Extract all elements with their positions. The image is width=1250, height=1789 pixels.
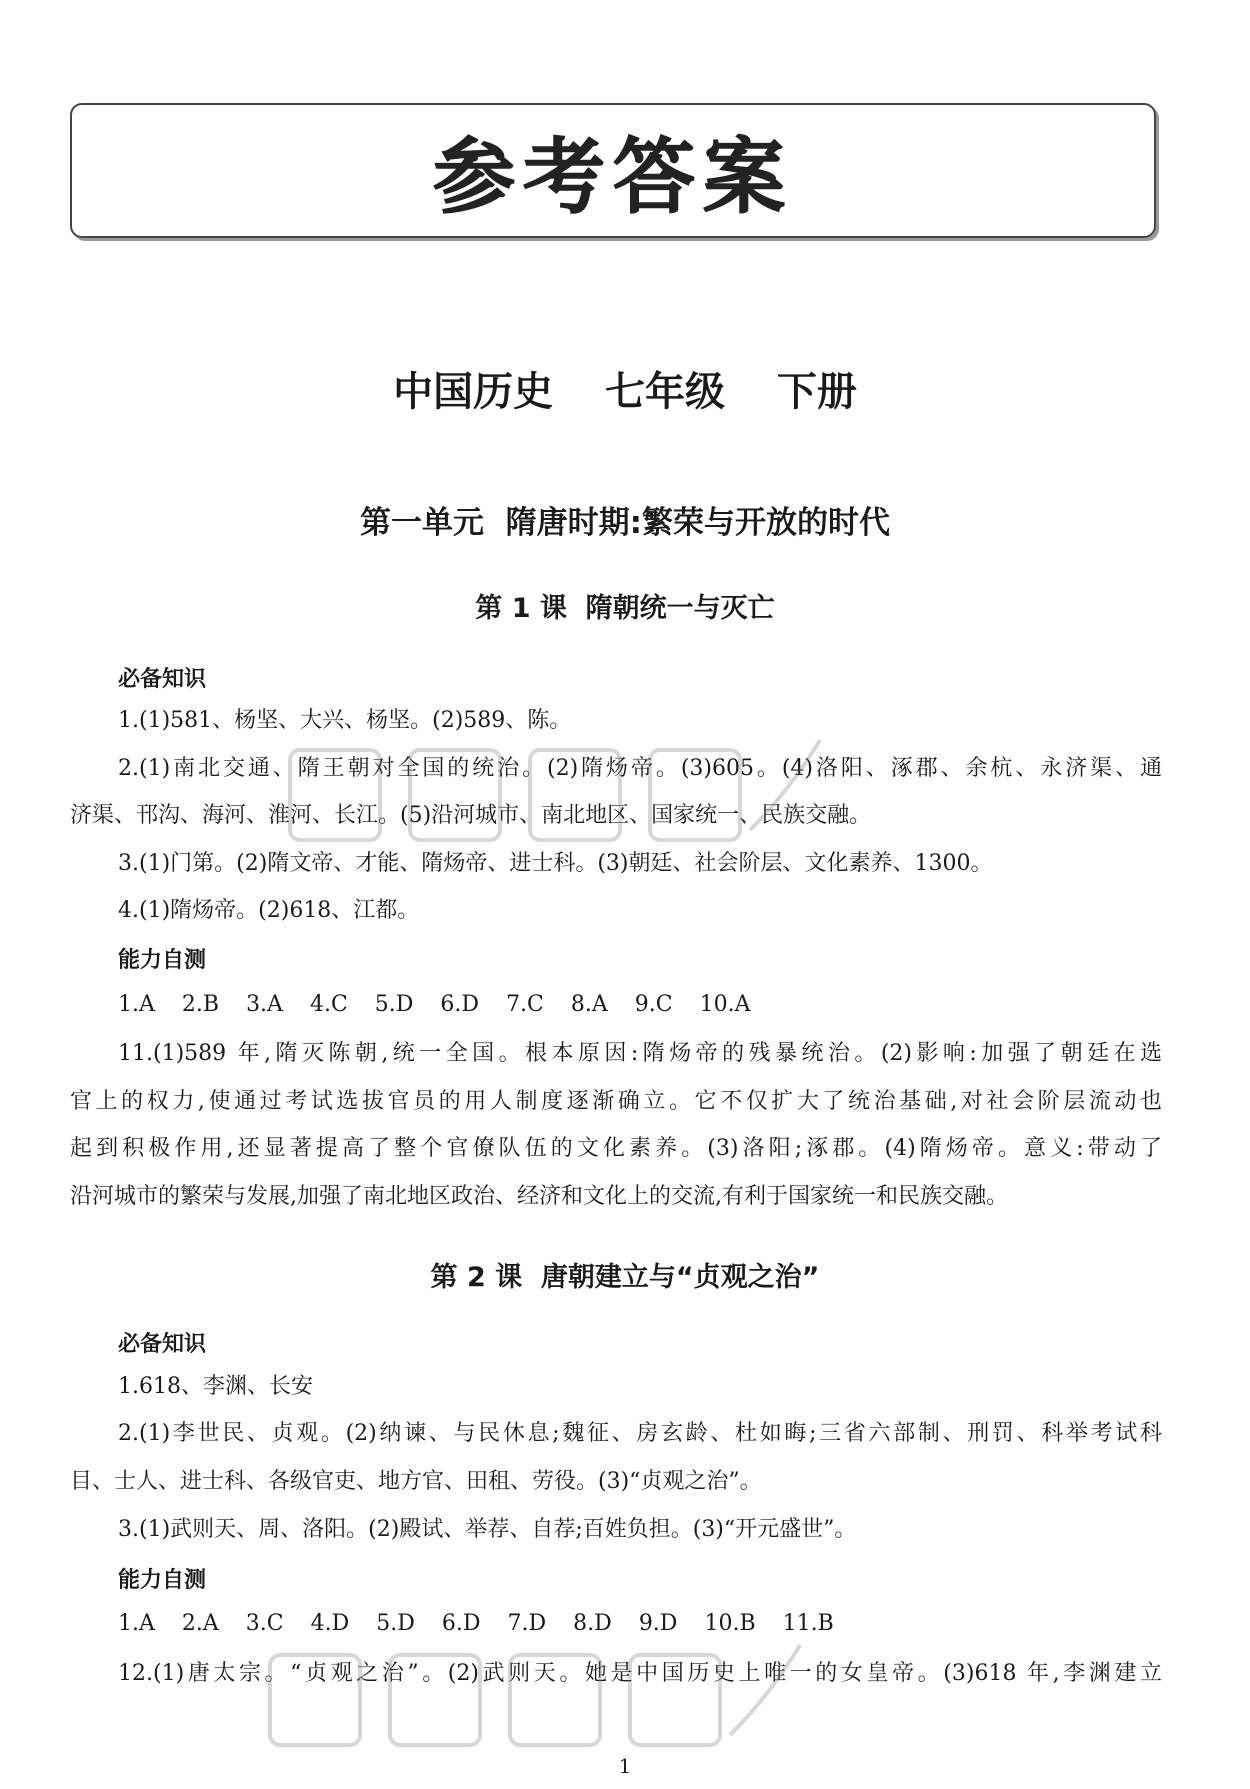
choice-answer: 10.B [704,1611,756,1636]
answer-line: 1.618、李渊、长安 [118,1374,313,1399]
lesson-1-essentials-heading: 必备知识 [118,667,207,692]
lesson-1-choice-answers [118,992,770,1017]
lesson-1-selftest-heading: 能力自测 [118,948,207,973]
page-number: 1 [618,1754,632,1778]
choice-answer: 7.C [506,992,544,1017]
choice-answer: 4.D [310,1611,350,1636]
answer-line: 3.(1)武则天、周、洛阳。(2)殿试、举荐、自荐;百姓负担。(3)“开元盛世”。 [118,1517,857,1542]
choice-answer: 6.D [440,992,480,1017]
answer-line: 起到积极作用,还显著提高了整个官僚队伍的文化素养。(3)洛阳;涿郡。(4)隋炀帝。意义:带动了 [70,1136,1162,1161]
lesson-2-essentials-heading: 必备知识 [118,1332,207,1357]
choice-answer: 1.A [118,1611,155,1636]
lesson-2-selftest-heading: 能力自测 [118,1568,207,1593]
choice-answer: 8.A [570,992,608,1017]
title-box [70,103,1156,238]
answer-line: 4.(1)隋炀帝。(2)618、江都。 [118,898,420,923]
answer-line: 官上的权力,使通过考试选拔官员的用人制度逐渐确立。它不仅扩大了统治基础,对社会阶层流动也 [70,1089,1162,1114]
choice-answer: 7.D [507,1611,547,1636]
lesson-2-title: 第 2 课 唐朝建立与“贞观之治” [430,1262,820,1293]
choice-answer: 9.C [634,992,673,1017]
watermark-graphic [250,1625,810,1755]
answer-line: 12.(1)唐太宗。“贞观之治”。(2)武则天。她是中国历史上唯一的女皇帝。(3)618 年,李渊建立 [118,1661,1162,1686]
choice-answer: 3.C [245,1611,284,1636]
choice-answer: 5.D [376,1611,415,1636]
answer-line: 3.(1)门第。(2)隋文帝、才能、隋炀帝、进士科。(3)朝廷、社会阶层、文化素养、1300。 [118,851,993,876]
choice-answer: 6.D [441,1611,481,1636]
answer-line: 1.(1)581、杨坚、大兴、杨坚。(2)589、陈。 [118,708,572,733]
page-title: 参考答案 [432,130,793,225]
answer-line: 2.(1)南北交通、隋王朝对全国的统治。(2)隋炀帝。(3)605。(4)洛阳、涿郡、余杭、永济渠、通 [118,756,1162,781]
answer-line: 目、士人、进士科、各级官吏、地方官、田租、劳役。(3)“贞观之治”。 [70,1469,762,1494]
answer-line: 2.(1)李世民、贞观。(2)纳谏、与民休息;魏征、房玄龄、杜如晦;三省六部制、刑罚、科举考试科 [118,1421,1162,1446]
unit-title: 第一单元 隋唐时期:繁荣与开放的时代 [360,505,890,541]
choice-answer: 3.A [246,992,283,1017]
choice-answer: 4.C [309,992,348,1017]
choice-answer: 5.D [374,992,414,1017]
answer-line: 沿河城市的繁荣与发展,加强了南北地区政治、经济和文化上的交流,有利于国家统一和民族交融。 [70,1184,1008,1209]
watermark-graphic [270,720,830,860]
choice-answer: 9.D [638,1611,678,1636]
choice-answer: 10.A [699,992,751,1017]
choice-answer: 2.B [181,992,220,1017]
book-title: 中国历史 七年级 下册 [393,369,857,415]
choice-answer: 8.D [573,1611,612,1636]
choice-answer: 11.B [782,1611,834,1636]
answer-line: 济渠、邗沟、海河、淮河、长江。(5)沿河城市、南北地区、国家统一、民族交融。 [70,803,872,828]
choice-answer: 2.A [181,1611,219,1636]
choice-answer: 1.A [118,992,155,1017]
lesson-1-title: 第 1 课 隋朝统一与灭亡 [475,593,775,624]
answer-line: 11.(1)589 年,隋灭陈朝,统一全国。根本原因:隋炀帝的残暴统治。(2)影响:加强了朝廷在选 [118,1041,1162,1066]
